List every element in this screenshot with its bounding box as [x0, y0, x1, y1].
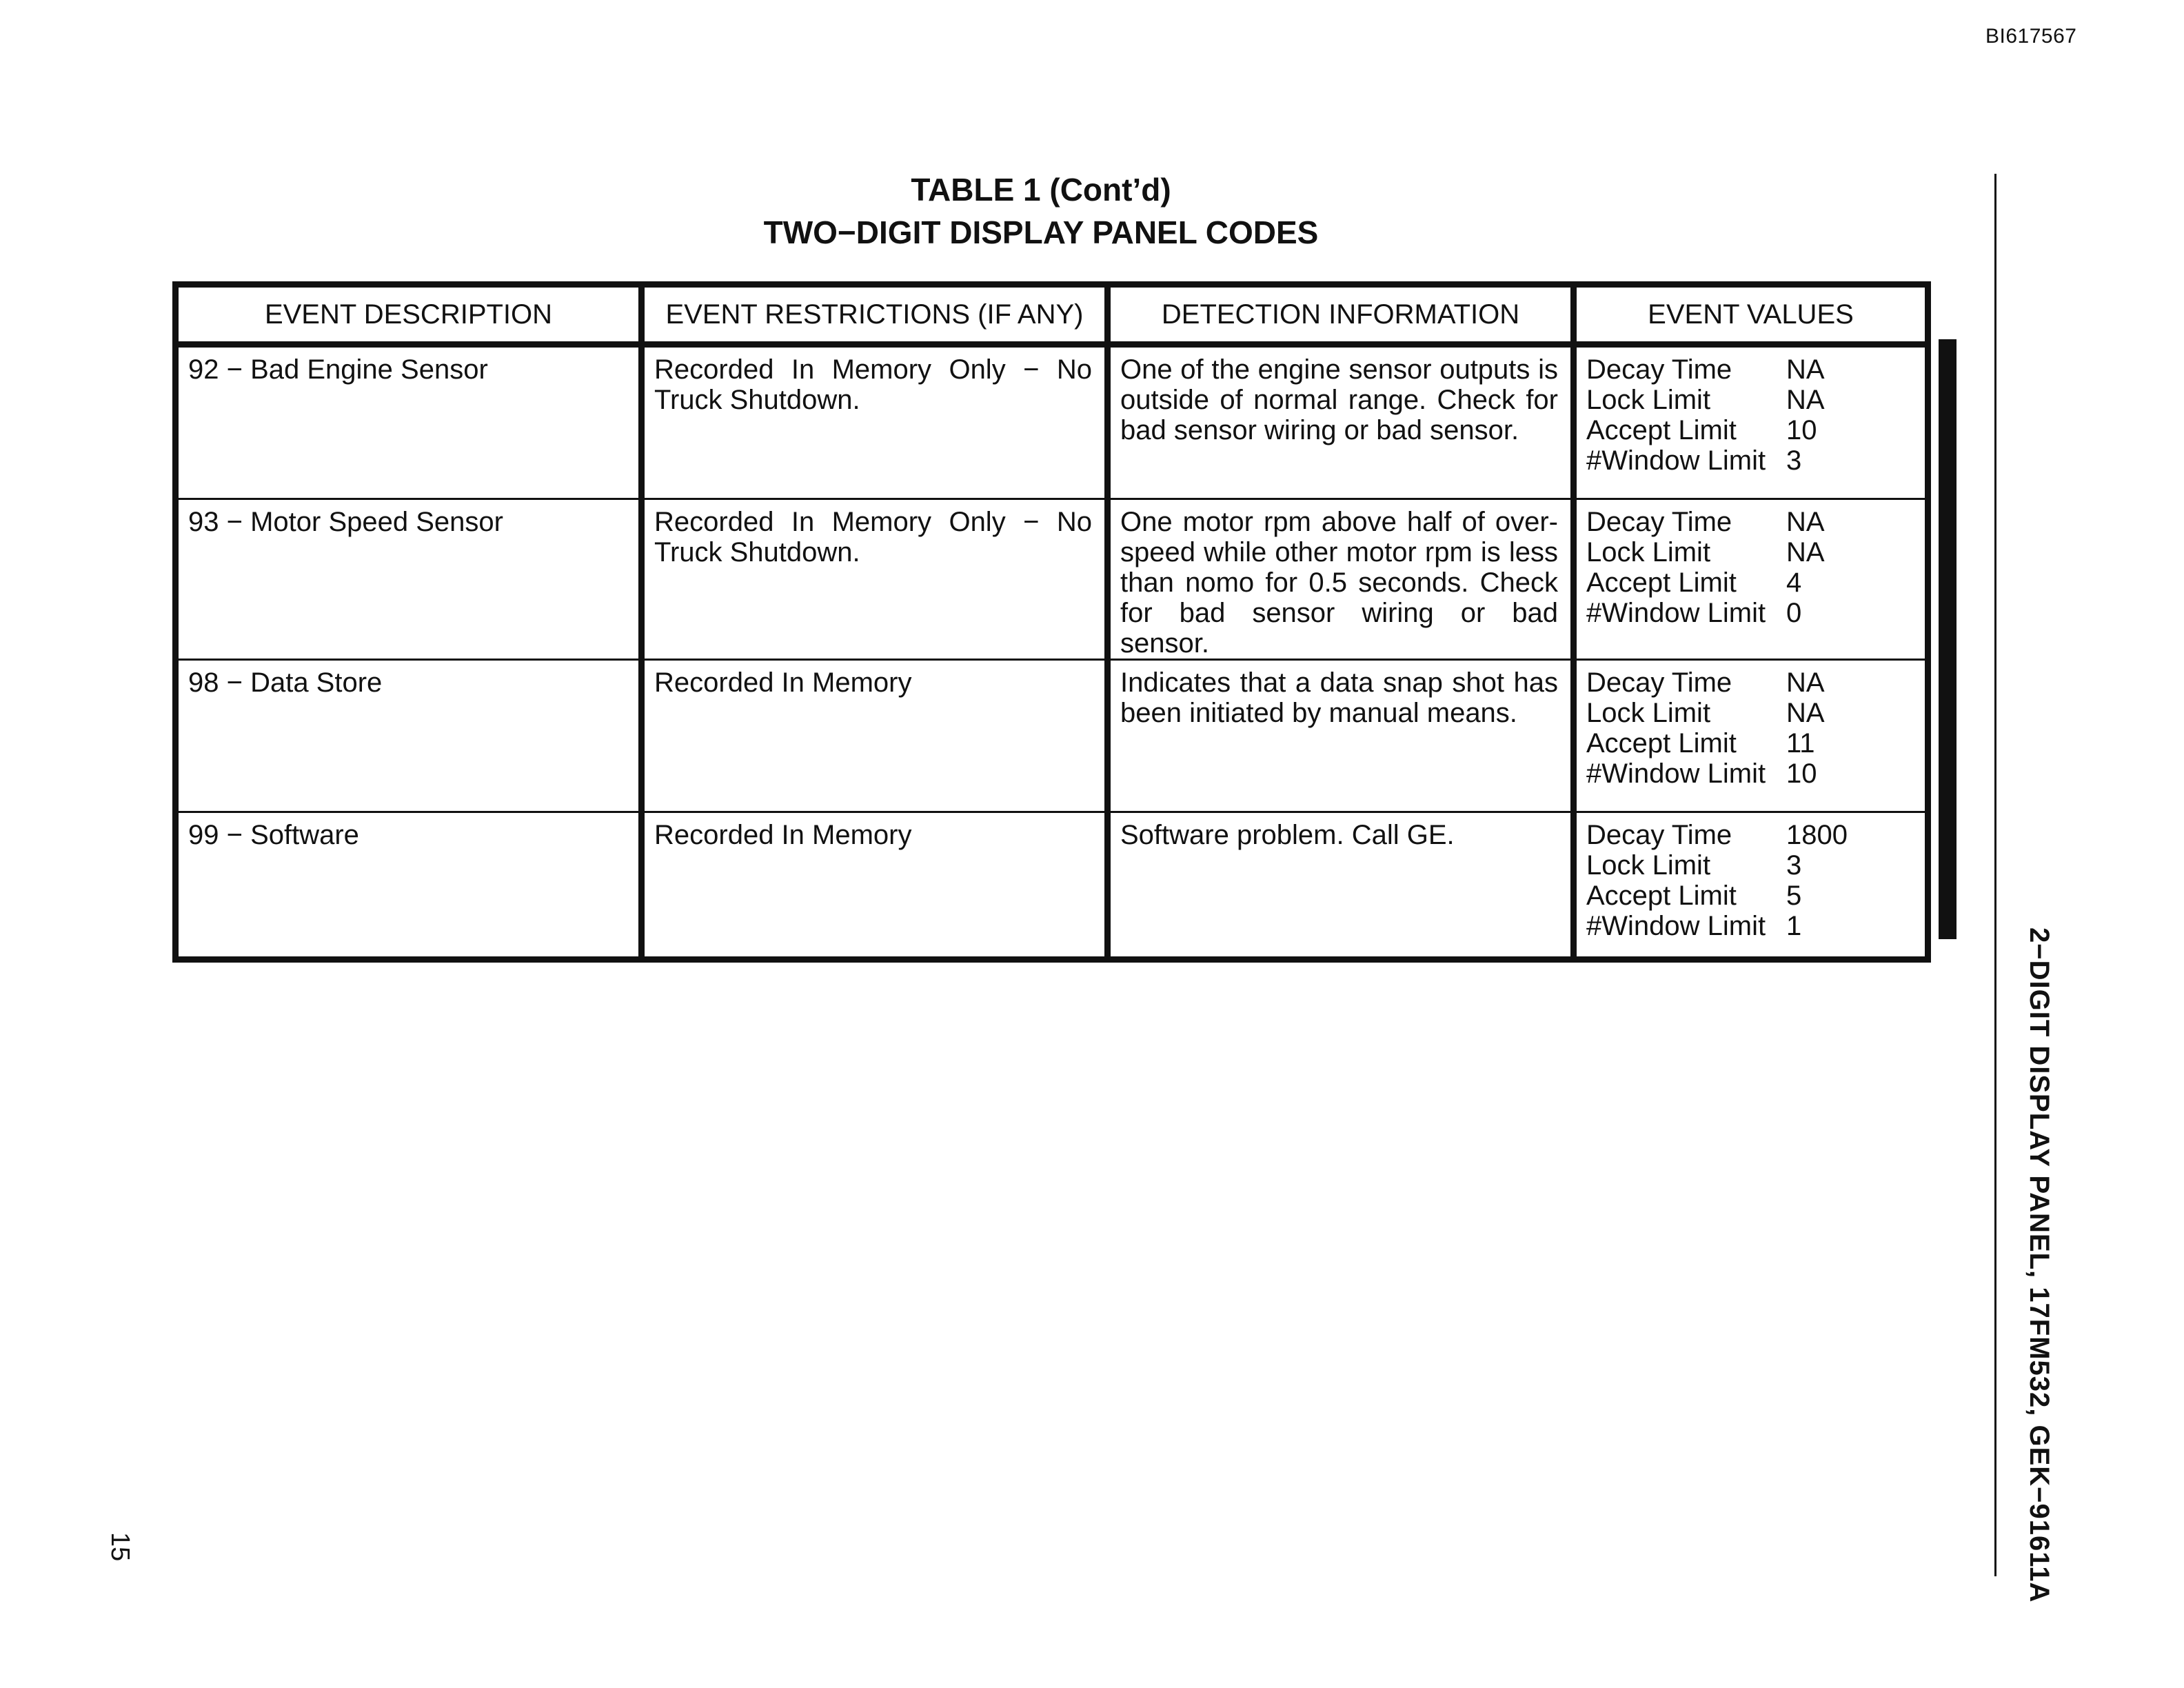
- table-row: [176, 345, 1928, 499]
- value-label: Decay Time: [1586, 354, 1732, 385]
- table-row: [176, 812, 1928, 960]
- value-number: 0: [1786, 598, 1802, 628]
- value-label: Decay Time: [1586, 507, 1732, 537]
- cell-restrictions: Recorded In Memory Only − No Truck Shutdown.: [642, 345, 1108, 499]
- cell-description: 99 − Software: [188, 820, 359, 850]
- running-title: 2−DIGIT DISPLAY PANEL, 17FM532, GEK−91611A: [2024, 927, 2054, 1603]
- value-number: NA: [1786, 354, 1825, 385]
- value-number: 10: [1786, 758, 1817, 789]
- cell-restrictions: Recorded In Memory: [642, 812, 1108, 960]
- value-label: Lock Limit: [1586, 850, 1711, 881]
- value-number: 10: [1786, 415, 1817, 445]
- value-number: 3: [1786, 850, 1802, 881]
- value-number: 11: [1786, 728, 1815, 758]
- value-label: #Window Limit: [1586, 445, 1766, 476]
- cell-values: [1574, 660, 1928, 812]
- cell-description: 98 − Data Store: [176, 660, 642, 812]
- display-codes-table: [172, 281, 1931, 963]
- event-values-list: [1586, 354, 1912, 476]
- header-event-description: EVENT DESCRIPTION: [176, 285, 642, 345]
- table-title-line2: TWO−DIGIT DISPLAY PANEL CODES: [763, 214, 1319, 250]
- cell-detection: One of the engine sensor outputs is outside of normal range. Check for bad sensor wiring or bad sensor.: [1108, 345, 1574, 499]
- header-event-values: EVENT VALUES: [1574, 285, 1928, 345]
- value-number: NA: [1786, 507, 1825, 537]
- cell-detection: Software problem. Call GE.: [1108, 812, 1574, 960]
- cell-values: [1574, 812, 1928, 960]
- value-label: #Window Limit: [1586, 911, 1766, 941]
- event-values-list: [1586, 820, 1912, 941]
- table-title-line1: TABLE 1 (Cont’d): [911, 172, 1171, 208]
- value-label: #Window Limit: [1586, 598, 1766, 628]
- table-header-row: [176, 285, 1928, 345]
- value-number: 4: [1786, 567, 1802, 598]
- cell-restrictions: Recorded In Memory Only − No Truck Shutdown.: [642, 499, 1108, 660]
- cell-restrictions: Recorded In Memory: [642, 660, 1108, 812]
- value-label: Accept Limit: [1586, 415, 1737, 445]
- header-event-restrictions: EVENT RESTRICTIONS (IF ANY): [642, 285, 1108, 345]
- cell-values: [1574, 499, 1928, 660]
- document-id: BI617567: [1985, 25, 2077, 48]
- table-row: [176, 660, 1928, 812]
- cell-values: [1574, 345, 1928, 499]
- table-row: [176, 499, 1928, 660]
- event-values-list: [1586, 667, 1912, 789]
- value-number: NA: [1786, 698, 1825, 728]
- value-number: 3: [1786, 445, 1802, 476]
- cell-detection: One motor rpm above half of over-speed while other motor rpm is less than nomo for 0.5 seconds. Check for bad sensor wiring or bad sensor.: [1108, 499, 1574, 660]
- value-label: Decay Time: [1586, 820, 1732, 850]
- value-number: NA: [1786, 537, 1825, 567]
- value-label: Decay Time: [1586, 667, 1732, 698]
- margin-rule: [1994, 174, 1996, 1576]
- value-label: Accept Limit: [1586, 881, 1737, 911]
- header-detection-information: DETECTION INFORMATION: [1108, 285, 1574, 345]
- value-number: NA: [1786, 385, 1825, 415]
- value-number: 5: [1786, 881, 1802, 911]
- cell-detection: Indicates that a data snap shot has been initiated by manual means.: [1108, 660, 1574, 812]
- value-label: #Window Limit: [1586, 758, 1766, 789]
- value-label: Lock Limit: [1586, 698, 1711, 728]
- value-number: NA: [1786, 667, 1825, 698]
- revision-bar: [1939, 339, 1957, 939]
- value-label: Lock Limit: [1586, 537, 1711, 567]
- value-label: Accept Limit: [1586, 567, 1737, 598]
- event-values-list: [1586, 507, 1912, 628]
- page-number: 15: [105, 1532, 134, 1562]
- value-number: 1800: [1786, 820, 1848, 850]
- cell-description: 92 − Bad Engine Sensor: [176, 345, 642, 499]
- table-title: [0, 168, 2082, 254]
- value-number: 1: [1786, 911, 1802, 941]
- value-label: Accept Limit: [1586, 728, 1737, 758]
- value-label: Lock Limit: [1586, 385, 1711, 415]
- cell-description: 93 − Motor Speed Sensor: [176, 499, 642, 660]
